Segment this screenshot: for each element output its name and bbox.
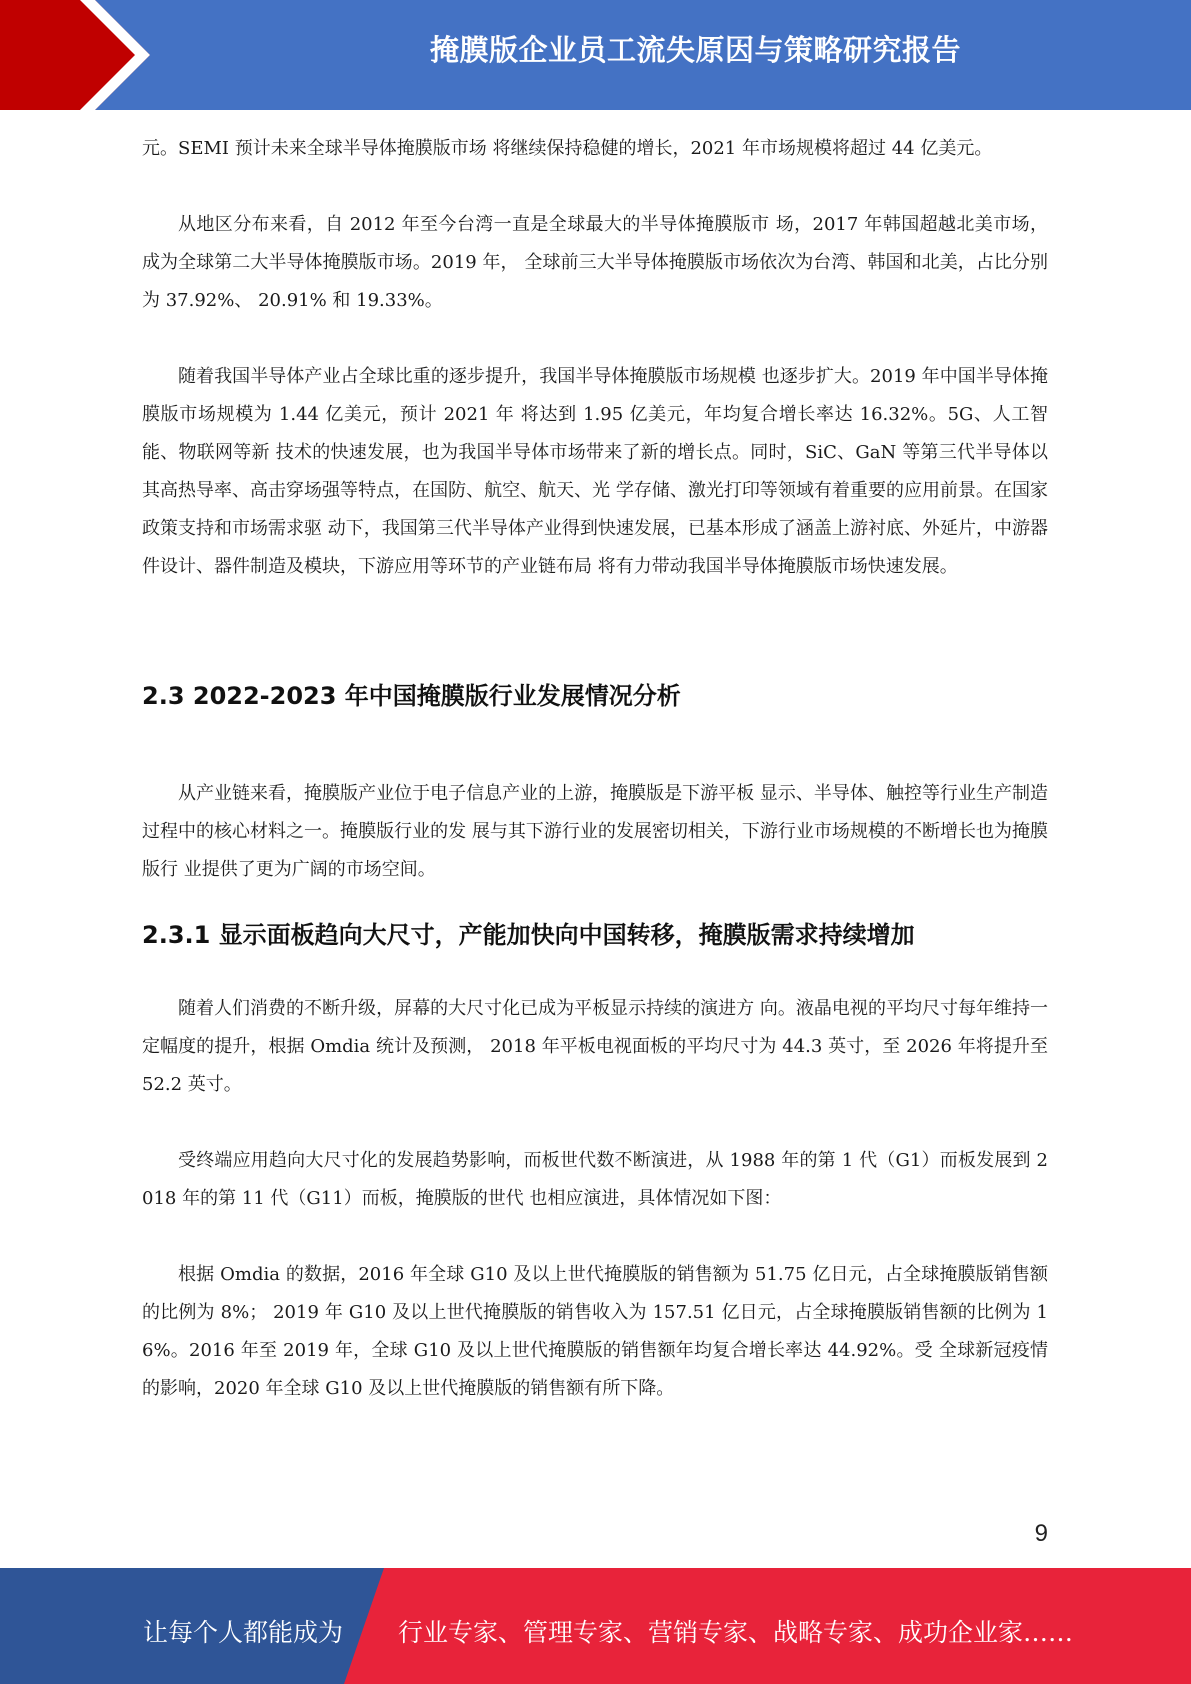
page-header: [0, 0, 1191, 110]
subsection-heading-2-3-1: 2.3.1 显示面板趋向大尺寸，产能加快向中国转移，掩膜版需求持续增加: [142, 921, 915, 949]
header-title: 掩膜版企业员工流失原因与策略研究报告: [429, 33, 961, 67]
page-footer: [0, 1568, 1191, 1684]
paragraph-1: 元。SEMI 预计未来全球半导体掩膜版市场 将继续保持稳健的增长，2021 年市场规模将超过 44 亿美元。: [142, 138, 993, 159]
document-body: [142, 130, 1048, 1408]
paragraph-3: 随着我国半导体产业占全球比重的逐步提升，我国半导体掩膜版市场规模 也逐步扩大。2019 年中国半导体掩膜版市场规模为 1.44 亿美元，预计 2021 年 将达到 1.95 亿美元，年均复合增长率达 16.32%。5G、人工智能、物联网等新 技术的快速发展，也为我国半导体市场带来了新的增长点。同时，SiC、GaN 等第三代半导体以其高热导率、高击穿场强等特点，在国防、航空、航天、光 学存储、激光打印等领域有着重要的应用前景。在国家政策支持和市场需求驱 动下，我国第三代半导体产业得到快速发展，已基本形成了涵盖上游衬底、外延片，中游器件设计、器件制造及模块，下游应用等环节的产业链布局 将有力带动我国半导体掩膜版市场快速发展。: [142, 366, 1048, 577]
footer-slogan-right: 行业专家、管理专家、营销专家、战略专家、成功企业家……: [398, 1618, 1074, 1647]
paragraph-5: 随着人们消费的不断升级，屏幕的大尺寸化已成为平板显示持续的演进方 向。液晶电视的平均尺寸每年维持一定幅度的提升，根据 Omdia 统计及预测， 2018 年平板电视面板的平均尺寸为 44.3 英寸，至 2026 年将提升至 52.2 英寸。: [142, 998, 1048, 1095]
footer-slogan-left: 让每个人都能成为: [143, 1618, 344, 1647]
paragraph-6: 受终端应用趋向大尺寸化的发展趋势影响，而板世代数不断演进，从 1988 年的第 1 代（G1）而板发展到 2018 年的第 11 代（G11）而板，掩膜版的世代 也相应演进，具体情况如下图：: [142, 1150, 1048, 1209]
section-heading-2-3: 2.3 2022-2023 年中国掩膜版行业发展情况分析: [142, 682, 681, 710]
paragraph-4: 从产业链来看，掩膜版产业位于电子信息产业的上游，掩膜版是下游平板 显示、半导体、触控等行业生产制造过程中的核心材料之一。掩膜版行业的发 展与其下游行业的发展密切相关，下游行业市场规模的不断增长也为掩膜版行 业提供了更为广阔的市场空间。: [142, 783, 1048, 880]
paragraph-2: 从地区分布来看，自 2012 年至今台湾一直是全球最大的半导体掩膜版市 场，2017 年韩国超越北美市场，成为全球第二大半导体掩膜版市场。2019 年， 全球前三大半导体掩膜版市场依次为台湾、韩国和北美，占比分别为 37.92%、 20.91% 和 19.33%。: [142, 214, 1048, 311]
page-number: 9: [1034, 1520, 1048, 1547]
paragraph-7: 根据 Omdia 的数据，2016 年全球 G10 及以上世代掩膜版的销售额为 51.75 亿日元，占全球掩膜版销售额的比例为 8%； 2019 年 G10 及以上世代掩膜版的销售收入为 157.51 亿日元，占全球掩膜版销售额的比例为 16%。2016 年至 2019 年，全球 G10 及以上世代掩膜版的销售额年均复合增长率达 44.92%。受 全球新冠疫情的影响，2020 年全球 G10 及以上世代掩膜版的销售额有所下降。: [142, 1264, 1048, 1399]
